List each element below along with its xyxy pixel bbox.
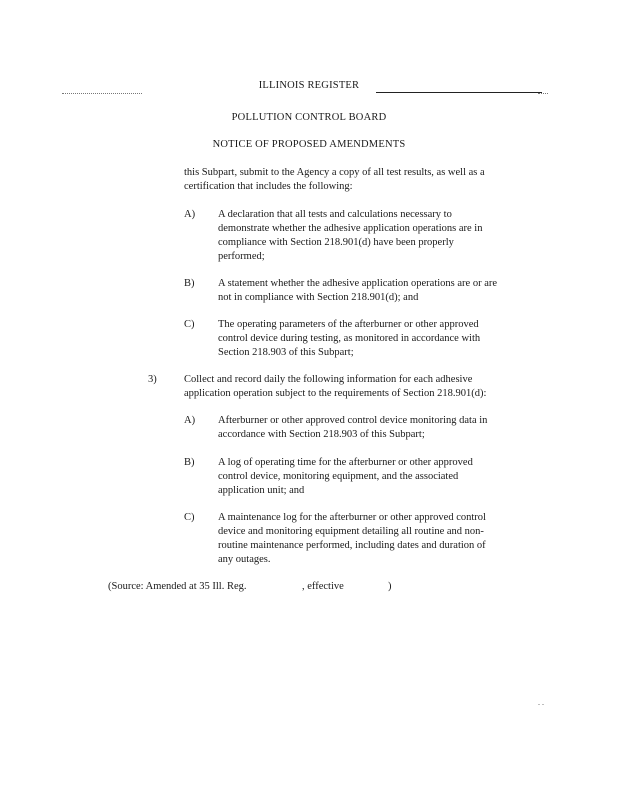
item-label-2a: A) — [184, 209, 196, 220]
item-text-2a — [218, 208, 482, 264]
item-line: device and monitoring equipment detailing all routine and non- — [218, 526, 484, 537]
item-line: routine maintenance performed, including dates and duration of — [218, 540, 486, 551]
notice-title: NOTICE OF PROPOSED AMENDMENTS — [212, 139, 406, 150]
item-line: accordance with Section 218.903 of this Subpart; — [218, 429, 425, 440]
source-note-middle: , effective — [302, 581, 344, 592]
item-text-3 — [184, 373, 486, 401]
item-line: A declaration that all tests and calculations necessary to — [218, 209, 452, 220]
item-line: A maintenance log for the afterburner or other approved control — [218, 512, 486, 523]
source-note-suffix: ) — [388, 581, 392, 592]
item-label-2c: C) — [184, 319, 195, 330]
item-label-3a: A) — [184, 415, 196, 426]
register-title: ILLINOIS REGISTER — [258, 80, 360, 91]
item-text-2c — [218, 318, 480, 360]
item-label-2b: B) — [184, 278, 195, 289]
item-line: Collect and record daily the following information for each adhesive — [184, 374, 473, 385]
item-line: A log of operating time for the afterburner or other approved — [218, 457, 473, 468]
header-dotted-rule-left — [62, 93, 142, 94]
header-rule — [376, 92, 542, 93]
item-line: compliance with Section 218.901(d) have been properly — [218, 237, 454, 248]
item-line: Section 218.903 of this Subpart; — [218, 347, 354, 358]
intro-line: this Subpart, submit to the Agency a copy of all test results, as well as a — [184, 167, 485, 178]
intro-paragraph — [184, 166, 485, 194]
item-line: application unit; and — [218, 485, 305, 496]
item-line: The operating parameters of the afterburner or other approved — [218, 319, 479, 330]
item-line: A statement whether the adhesive application operations are or are — [218, 278, 498, 289]
board-title: POLLUTION CONTROL BOARD — [231, 112, 387, 123]
item-line: control device, monitoring equipment, and the associated — [218, 471, 459, 482]
item-text-3c — [218, 511, 486, 567]
item-line: performed; — [218, 251, 265, 262]
item-line: not in compliance with Section 218.901(d); and — [218, 292, 419, 303]
item-line: control device during testing, as monitored in accordance with — [218, 333, 481, 344]
page-mark: . . — [538, 698, 544, 707]
item-text-2b — [218, 277, 497, 305]
source-note-prefix: (Source: Amended at 35 Ill. Reg. — [108, 581, 247, 592]
item-line: Afterburner or other approved control device monitoring data in — [218, 415, 488, 426]
item-line: demonstrate whether the adhesive application operations are in — [218, 223, 483, 234]
item-line: any outages. — [218, 554, 271, 565]
header-dotted-rule-right — [538, 93, 548, 94]
item-label-3c: C) — [184, 512, 195, 523]
item-label-3: 3) — [148, 374, 157, 385]
item-text-3b — [218, 456, 473, 498]
intro-line: certification that includes the following: — [184, 181, 353, 192]
item-line: application operation subject to the requirements of Section 218.901(d): — [184, 388, 487, 399]
item-label-3b: B) — [184, 457, 195, 468]
item-text-3a — [218, 414, 487, 442]
